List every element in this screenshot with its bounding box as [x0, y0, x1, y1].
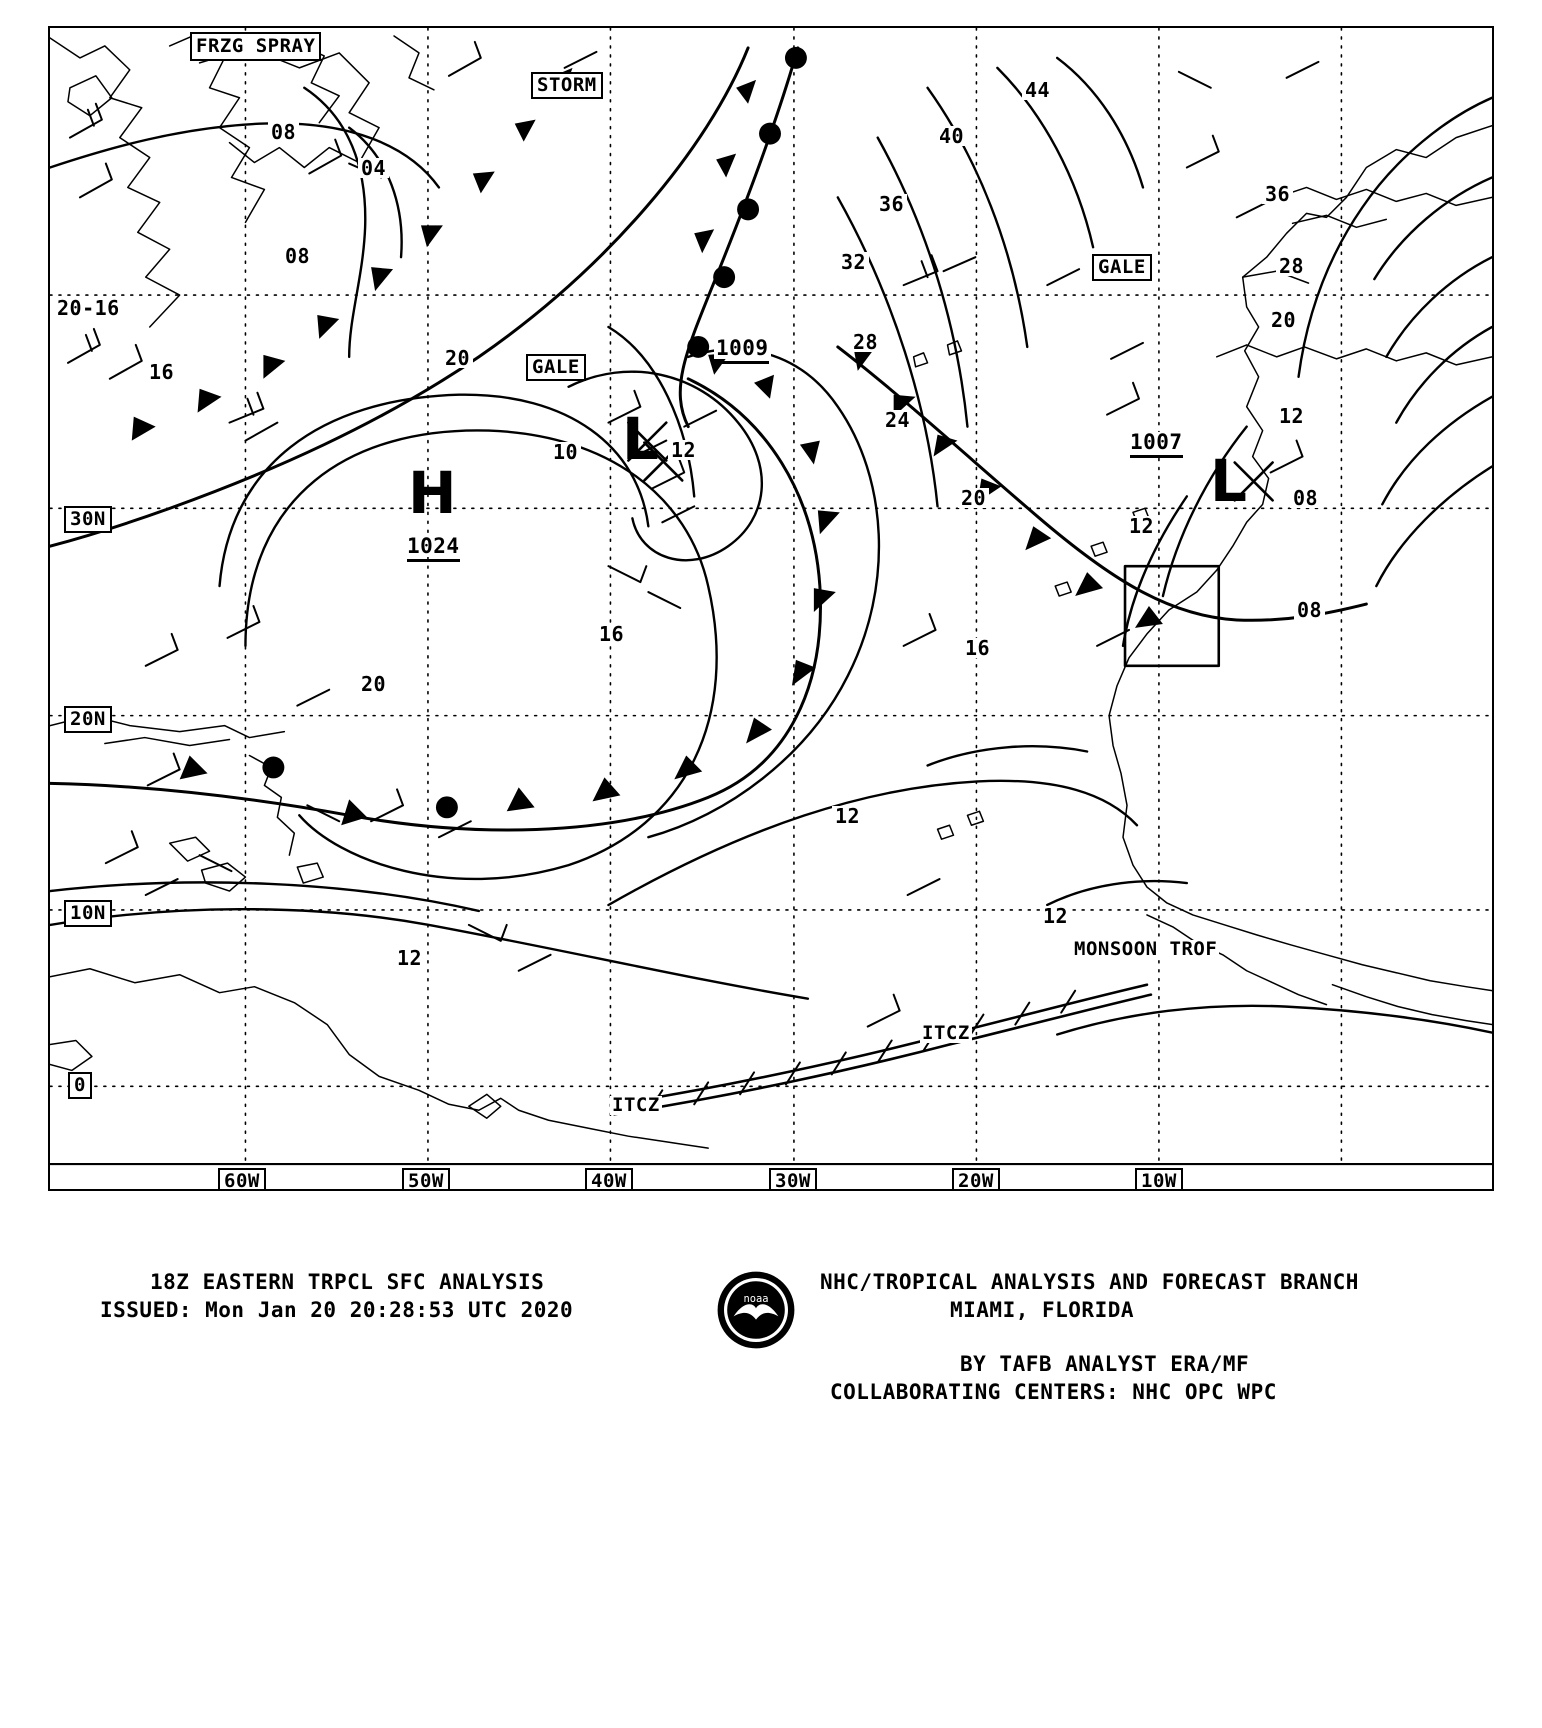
noaa-seal-icon — [716, 1270, 796, 1350]
iso-label-20b: 20 — [358, 674, 389, 694]
iso-label-12b: 12 — [668, 440, 699, 460]
iso-label-28a: 28 — [850, 332, 881, 352]
iso-label-44: 44 — [1022, 80, 1053, 100]
monsoon-trough-label: MONSOON TROF — [1074, 938, 1218, 960]
low-center-symbol-east: L — [1210, 447, 1248, 515]
office-line-2: MIAMI, FLORIDA — [950, 1298, 1135, 1322]
iso-label-40: 40 — [936, 126, 967, 146]
iso-label-20c: 20 — [958, 488, 989, 508]
iso-label-20d: 20 — [1268, 310, 1299, 330]
cold-front-east — [838, 347, 1367, 620]
iso-label-12f: 12 — [1126, 516, 1157, 536]
iso-label-08d: 08 — [1294, 600, 1325, 620]
iso-label-12d: 12 — [832, 806, 863, 826]
iso-label-36a: 36 — [876, 194, 907, 214]
iso-label-08b: 08 — [282, 246, 313, 266]
low-center-value-west: 1009 — [714, 338, 771, 359]
low-center-value-east: 1007 — [1128, 432, 1185, 453]
lat-label-30n: 30N — [64, 506, 112, 533]
iso-label-08c: 08 — [1290, 488, 1321, 508]
product-title: 18Z EASTERN TRPCL SFC ANALYSIS — [150, 1270, 545, 1294]
iso-label-08e: 12 — [1040, 906, 1071, 926]
warning-box-gale-east: GALE — [1092, 254, 1152, 281]
lon-label-20w: 20W — [952, 1168, 1000, 1191]
lat-label-20n: 20N — [64, 706, 112, 733]
lon-label-40w: 40W — [585, 1168, 633, 1191]
collaborating-centers-line: COLLABORATING CENTERS: NHC OPC WPC — [830, 1380, 1277, 1404]
lat-label-10n: 10N — [64, 900, 112, 927]
warning-box-storm: STORM — [531, 72, 603, 99]
cold-front-barbs-north — [132, 68, 573, 441]
high-center-symbol: H — [408, 459, 458, 527]
iso-label-08a: 08 — [268, 122, 299, 142]
lat-label-0: 0 — [68, 1072, 92, 1099]
lon-label-10w: 10W — [1135, 1168, 1183, 1191]
cold-front-main — [50, 379, 820, 830]
iso-label-36b: 36 — [1262, 184, 1293, 204]
iso-label-12c: 12 — [394, 948, 425, 968]
low-center-symbol-west: L — [622, 405, 660, 473]
lon-label-60w: 60W — [218, 1168, 266, 1191]
warning-box-gale-west: GALE — [526, 354, 586, 381]
product-issued: ISSUED: Mon Jan 20 20:28:53 UTC 2020 — [100, 1298, 574, 1322]
iso-label-12e: 12 — [1276, 406, 1307, 426]
cold-front-east-symbols — [854, 347, 1163, 628]
iso-label-12a: 16 — [146, 362, 177, 382]
itcz — [614, 985, 1151, 1115]
iso-label-16a: 16 — [596, 624, 627, 644]
warning-box-frzg-spray: FRZG SPRAY — [190, 32, 321, 61]
lon-label-50w: 50W — [402, 1168, 450, 1191]
iso-label-16b: 16 — [962, 638, 993, 658]
iso-label-10: 10 — [550, 442, 581, 462]
iso-label-04: 04 — [358, 158, 389, 178]
occluded-front-symbols — [687, 47, 807, 375]
iso-label-20-16: 20-16 — [54, 298, 123, 318]
iso-label-28b: 28 — [1276, 256, 1307, 276]
iso-label-20a: 20 — [442, 348, 473, 368]
high-center-value: 1024 — [405, 536, 462, 557]
cold-front-main-symbols — [180, 375, 840, 825]
iso-label-32: 32 — [838, 252, 869, 272]
surface-analysis-map — [48, 26, 1494, 1191]
iso-label-24: 24 — [882, 410, 913, 430]
analyst-line: BY TAFB ANALYST ERA/MF — [960, 1352, 1250, 1376]
office-line-1: NHC/TROPICAL ANALYSIS AND FORECAST BRANCH — [820, 1270, 1359, 1294]
itcz-label-west: ITCZ — [612, 1094, 660, 1116]
itcz-label-east: ITCZ — [922, 1022, 970, 1044]
lon-label-30w: 30W — [769, 1168, 817, 1191]
noaa-seal-text: noaa — [743, 1293, 769, 1305]
